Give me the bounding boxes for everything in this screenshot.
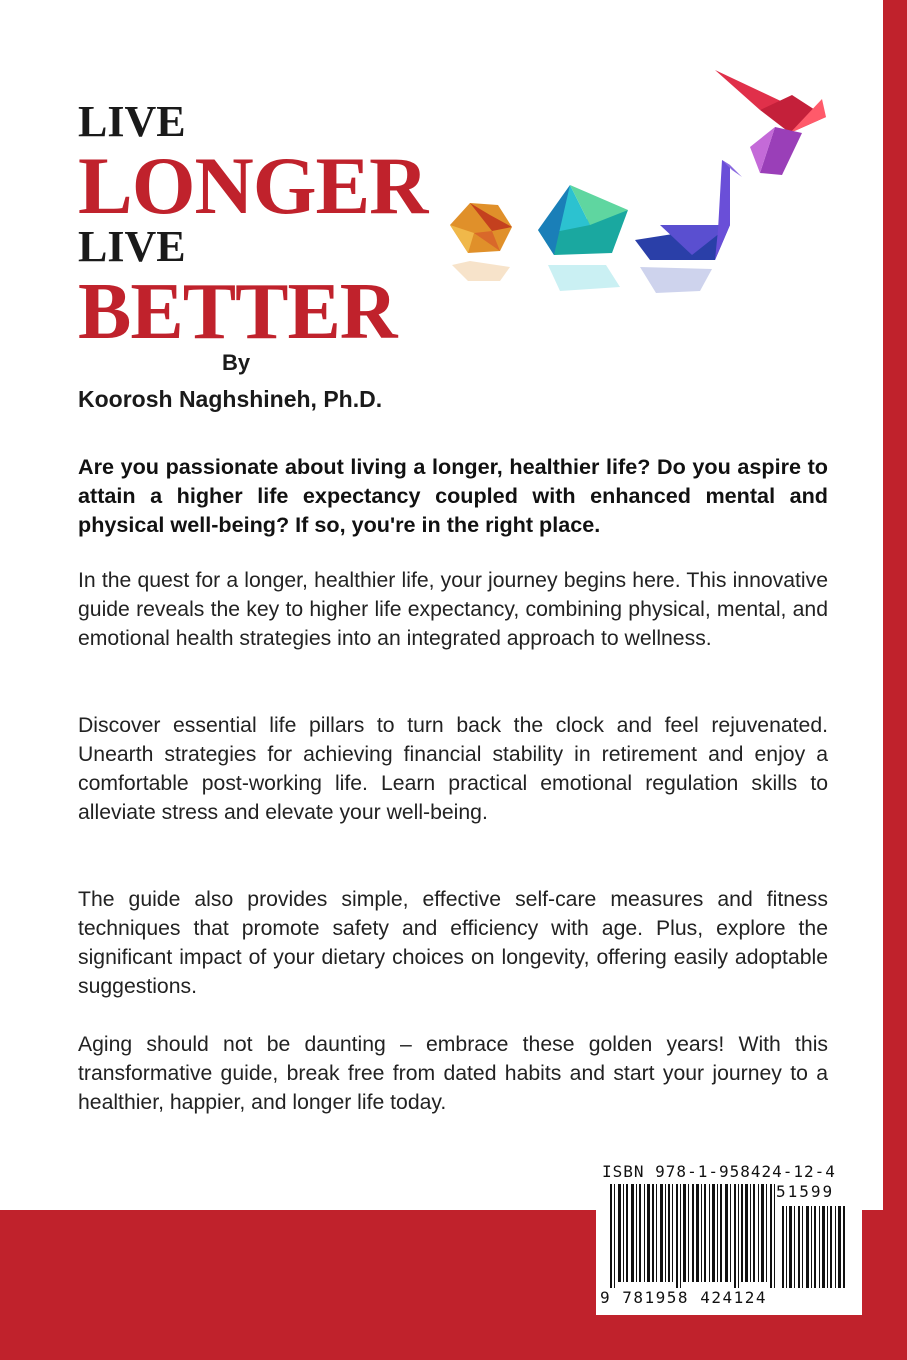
blurb-paragraph-3: The guide also provides simple, effective self-care measures and fitness techniques that promote safety and efficiency with age. Plus, explore the significant impact of your dietary choices on longevity, offering easily adoptable suggestions.: [78, 888, 828, 998]
blurb-paragraph-4: Aging should not be daunting – embrace these golden years! With this transformative guide, break free from dated habits and start your journey to a healthier, happier, and longer life today.: [78, 1033, 828, 1114]
price-code: 51599: [776, 1182, 835, 1201]
origami-crane-icon: [715, 70, 826, 175]
title-live-2: LIVE: [78, 222, 186, 271]
blurb-paragraph-2: Discover essential life pillars to turn back the clock and feel rejuvenated. Unearth strategies for achieving financial stability in retirement and enjoy a comfortable post-working life. Learn practical emotional regulation skills to alleviate stress and elevate your well-being.: [78, 714, 828, 824]
title-live: LIVE: [78, 97, 186, 146]
isbn-text: ISBN 978-1-958424-12-4: [602, 1162, 836, 1181]
origami-swan-icon: [635, 160, 742, 293]
blurb-paragraph-1: In the quest for a longer, healthier life, your journey begins here. This innovative guide reveals the key to higher life expectancy, combining physical, mental, and emotional health strategies into an integrated approach to wellness.: [78, 569, 828, 650]
author-name: Koorosh Naghshineh, Ph.D.: [78, 386, 383, 412]
isbn-barcode: [596, 1160, 862, 1315]
origami-progression-illustration: [430, 55, 850, 355]
title-better: BETTER: [78, 268, 397, 356]
blurb-lead: Are you passionate about living a longer, healthier life? Do you aspire to attain a higher life expectancy coupled with enhanced mental and physical well-being? If so, you're in the right place.: [78, 454, 828, 537]
red-side-strip: [883, 0, 907, 1360]
ean-digits: 9 781958 424124: [600, 1288, 767, 1307]
crumpled-paper-icon: [450, 203, 512, 281]
title-longer: LONGER: [78, 140, 428, 231]
byline-by: By: [222, 350, 251, 375]
paper-boat-icon: [538, 185, 628, 291]
